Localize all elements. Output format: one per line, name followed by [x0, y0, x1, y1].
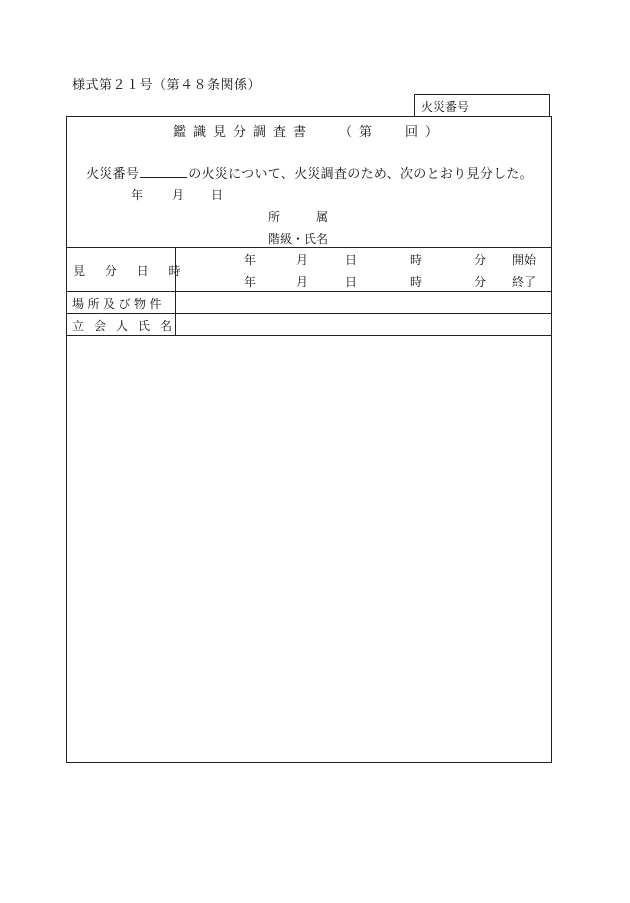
start-label: 開始: [512, 253, 537, 267]
intro-sentence: [86, 163, 533, 182]
intro-prefix: 火災番号: [86, 167, 140, 182]
witness-name-field[interactable]: [176, 314, 551, 335]
form-number-label: 様式第２１号（第４８条関係）: [72, 78, 262, 93]
intro-day: 日: [211, 188, 224, 202]
inspection-body-area[interactable]: [67, 336, 551, 762]
place-and-object-label: 場所及び物件: [72, 297, 166, 311]
start-minute: 分: [474, 253, 487, 267]
document-title: [66, 121, 552, 140]
intro-year: 年: [131, 188, 144, 202]
title-main: 鑑識見分調査書: [172, 125, 313, 140]
fire-number-blank[interactable]: [140, 164, 187, 178]
end-day: 日: [345, 275, 358, 289]
end-year: 年: [244, 275, 257, 289]
intro-month: 月: [172, 188, 185, 202]
start-year: 年: [244, 253, 257, 267]
start-day: 日: [345, 253, 358, 267]
end-hour: 時: [410, 275, 423, 289]
witness-name-label: 立会人氏名: [72, 319, 183, 333]
end-label: 終了: [512, 275, 537, 289]
inspection-datetime-label: 見 分 日 時: [73, 264, 189, 278]
title-close-paren: ）: [425, 125, 446, 140]
fire-number-box[interactable]: [414, 94, 550, 116]
end-month: 月: [296, 275, 309, 289]
affiliation-char-1: 所: [268, 210, 281, 224]
title-open-paren: （: [338, 125, 359, 140]
start-hour: 時: [410, 253, 423, 267]
end-minute: 分: [474, 275, 487, 289]
affiliation-char-2: 属: [316, 210, 329, 224]
place-and-object-field[interactable]: [176, 292, 551, 313]
title-kai: 回: [405, 125, 426, 140]
table-top-line: [66, 247, 552, 248]
title-dai: 第: [358, 125, 379, 140]
rank-name-label: 階級・氏名: [268, 232, 329, 246]
fire-number-label: 火災番号: [421, 100, 470, 114]
intro-suffix: の火災について、火災調査のため、次のとおり見分した。: [188, 167, 533, 182]
start-month: 月: [296, 253, 309, 267]
